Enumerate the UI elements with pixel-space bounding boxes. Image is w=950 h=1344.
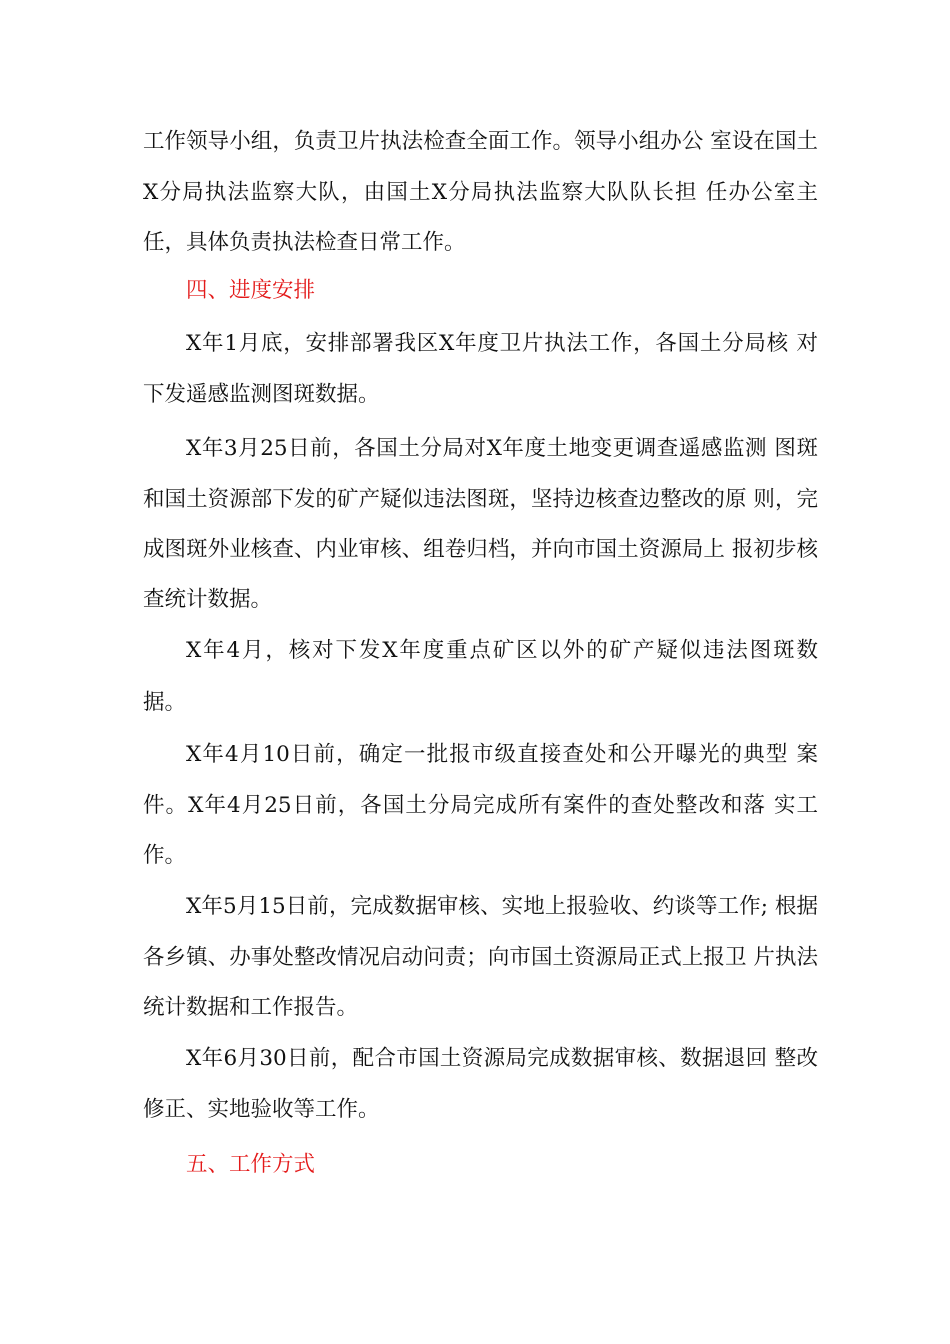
text-line-8: 和国土资源部下发的矿产疑似违法图斑，坚持边核查边整改的原 则，完 <box>143 487 818 512</box>
section-heading-work-method: 五、工作方式 <box>186 1152 316 1177</box>
text-line-14: 件。X年4月25日前，各国土分局完成所有案件的查处整改和落 实工 <box>143 793 818 818</box>
text-line-19: X年6月30日前，配合市国土资源局完成数据审核、数据退回 整改 <box>186 1046 818 1071</box>
text-line-1: 工作领导小组，负责卫片执法检查全面工作。领导小组办公 室设在国土 <box>143 129 818 154</box>
text-line-9: 成图斑外业核查、内业审核、组卷归档，并向市国土资源局上 报初步核 <box>143 537 818 562</box>
text-line-17: 各乡镇、办事处整改情况启动问责；向市国土资源局正式上报卫 片执法 <box>143 945 818 970</box>
text-line-15: 作。 <box>143 843 187 868</box>
text-line-16: X年5月15日前，完成数据审核、实地上报验收、约谈等工作; 根据 <box>186 894 818 919</box>
text-line-13: X年4月10日前，确定一批报市级直接查处和公开曝光的典型 案 <box>186 742 818 767</box>
text-line-7: X年3月25日前，各国土分局对X年度土地变更调查遥感监测 图斑 <box>186 436 818 461</box>
text-line-20: 修正、实地验收等工作。 <box>143 1097 380 1122</box>
text-line-11: X年4月，核对下发X年度重点矿区以外的矿产疑似违法图斑数 <box>186 638 818 663</box>
text-line-3: 任，具体负责执法检查日常工作。 <box>143 230 466 255</box>
text-line-12: 据。 <box>143 690 187 715</box>
text-line-6: 下发遥感监测图斑数据。 <box>143 382 380 407</box>
text-line-18: 统计数据和工作报告。 <box>143 995 359 1020</box>
text-line-5: X年1月底，安排部署我区X年度卫片执法工作，各国土分局核 对 <box>186 331 818 356</box>
section-heading-schedule: 四、进度安排 <box>186 278 316 303</box>
text-line-10: 查统计数据。 <box>143 587 273 612</box>
text-line-2: X分局执法监察大队，由国土X分局执法监察大队队长担 任办公室主 <box>143 180 818 205</box>
